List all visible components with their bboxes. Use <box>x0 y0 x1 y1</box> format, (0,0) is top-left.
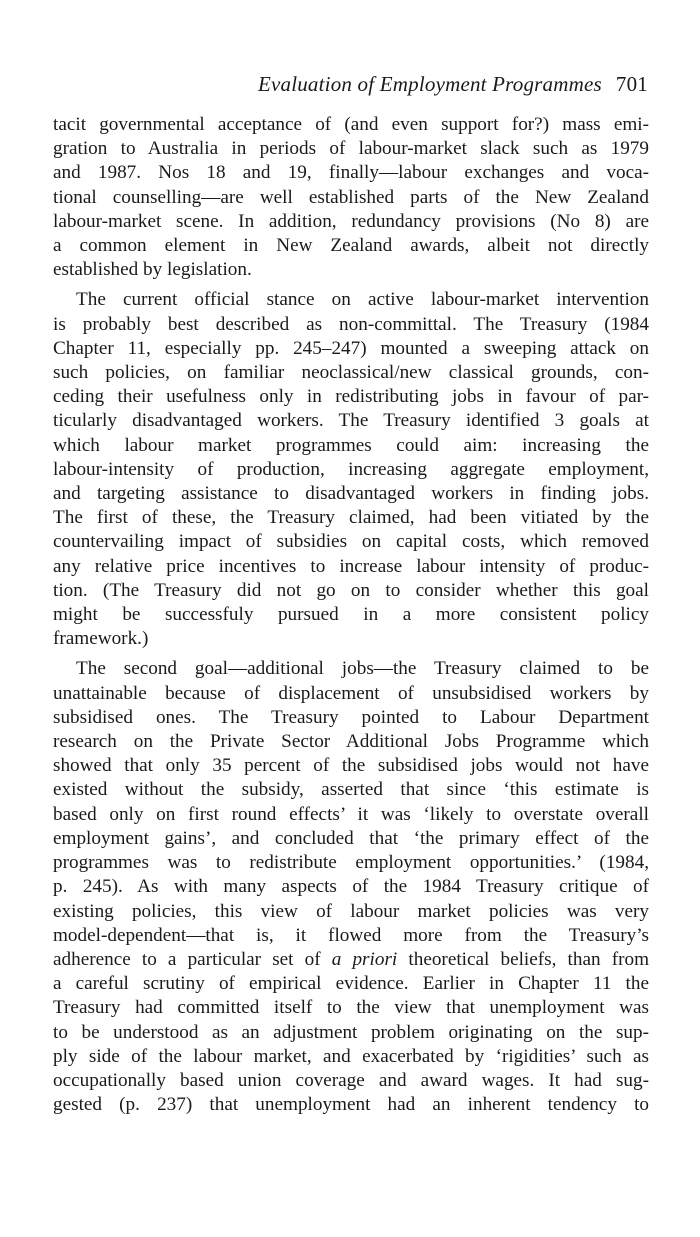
page-number: 701 <box>615 72 648 96</box>
text-line: employment gains’, and concluded that ‘the primary effect of the <box>53 827 649 849</box>
text-line: tacit governmental acceptance of (and even support for?) mass emi- <box>53 114 649 135</box>
text-line: Chapter 11, especially pp. 245–247) mounted a sweeping attack on <box>53 337 649 359</box>
italic-term: a priori <box>331 948 398 970</box>
text-line: tional counselling—are well established parts of the New Zealand <box>53 186 649 208</box>
text-line: tion. (The Treasury did not go on to consider whether this goal <box>53 579 649 601</box>
paragraph-2 <box>53 288 649 651</box>
text-line: p. 245). As with many aspects of the 1984 Treasury critique of <box>53 876 649 898</box>
text-line: and 1987. Nos 18 and 19, finally—labour exchanges and voca- <box>53 162 649 184</box>
text-line: is probably best described as non-committal. The Treasury (1984 <box>53 313 649 335</box>
text-line: gration to Australia in periods of labour-market slack such as 1979 <box>53 138 649 160</box>
text-line: a careful scrutiny of empirical evidence. Earlier in Chapter 11 the <box>53 973 649 995</box>
text-line: a common element in New Zealand awards, albeit not directly <box>53 235 649 257</box>
text-line: research on the Private Sector Additional Jobs Programme which <box>53 731 649 753</box>
text-line-tail: theoretical beliefs, than from <box>397 948 650 970</box>
text-line: any relative price incentives to increase labour intensity of produc- <box>53 555 649 577</box>
text-line <box>53 948 649 972</box>
text-line-head: adherence to a particular set of <box>53 948 332 970</box>
text-line: such policies, on familiar neoclassical/new classical grounds, con- <box>53 362 649 384</box>
running-head <box>258 72 648 97</box>
text-line: unattainable because of displacement of unsubsidised workers by <box>53 682 649 704</box>
text-line: occupationally based union coverage and award wages. It had sug- <box>53 1069 649 1091</box>
text-line: ceding their usefulness only in redistributing jobs in favour of par- <box>53 386 649 408</box>
text-line: The second goal—additional jobs—the Treasury claimed to be <box>76 658 649 680</box>
paragraph-1 <box>53 113 649 282</box>
text-line: The current official stance on active labour-market intervention <box>76 289 649 311</box>
running-head-title: Evaluation of Employment Programmes <box>257 72 602 96</box>
text-line: Treasury had committed itself to the view that unemployment was <box>53 997 649 1019</box>
paragraph-3 <box>53 657 649 1117</box>
text-line: framework.) <box>53 628 149 650</box>
text-line: showed that only 35 percent of the subsidised jobs would not have <box>53 755 649 777</box>
text-line: based only on first round effects’ it was ‘likely to overstate overall <box>53 803 649 825</box>
text-line: subsidised ones. The Treasury pointed to Labour Department <box>53 706 649 728</box>
text-line: countervailing impact of subsidies on capital costs, which removed <box>53 531 649 553</box>
text-line: labour-market scene. In addition, redundancy provisions (No 8) are <box>53 210 649 232</box>
text-line: ticularly disadvantaged workers. The Treasury identified 3 goals at <box>53 410 649 432</box>
text-line: ply side of the labour market, and exacerbated by ‘rigidities’ such as <box>53 1045 649 1067</box>
text-line: The first of these, the Treasury claimed, had been vitiated by the <box>53 507 649 529</box>
text-line: programmes was to redistribute employment opportunities.’ (1984, <box>53 852 649 874</box>
text-line: existed without the subsidy, asserted that since ‘this estimate is <box>53 779 649 801</box>
body-text <box>53 113 649 1117</box>
text-line: existing policies, this view of labour market policies was very <box>53 900 649 922</box>
text-line: gested (p. 237) that unemployment had an inherent tendency to <box>53 1094 649 1116</box>
text-line: which labour market programmes could aim: increasing the <box>53 434 649 456</box>
text-line: to be understood as an adjustment problem originating on the sup- <box>53 1021 649 1043</box>
text-line: might be successfuly pursued in a more consistent policy <box>53 604 649 626</box>
text-line: established by legislation. <box>53 259 252 281</box>
text-line: labour-intensity of production, increasing aggregate employment, <box>53 458 649 480</box>
text-line: model-dependent—that is, it flowed more from the Treasury’s <box>53 924 649 946</box>
text-line: and targeting assistance to disadvantaged workers in finding jobs. <box>53 483 649 505</box>
